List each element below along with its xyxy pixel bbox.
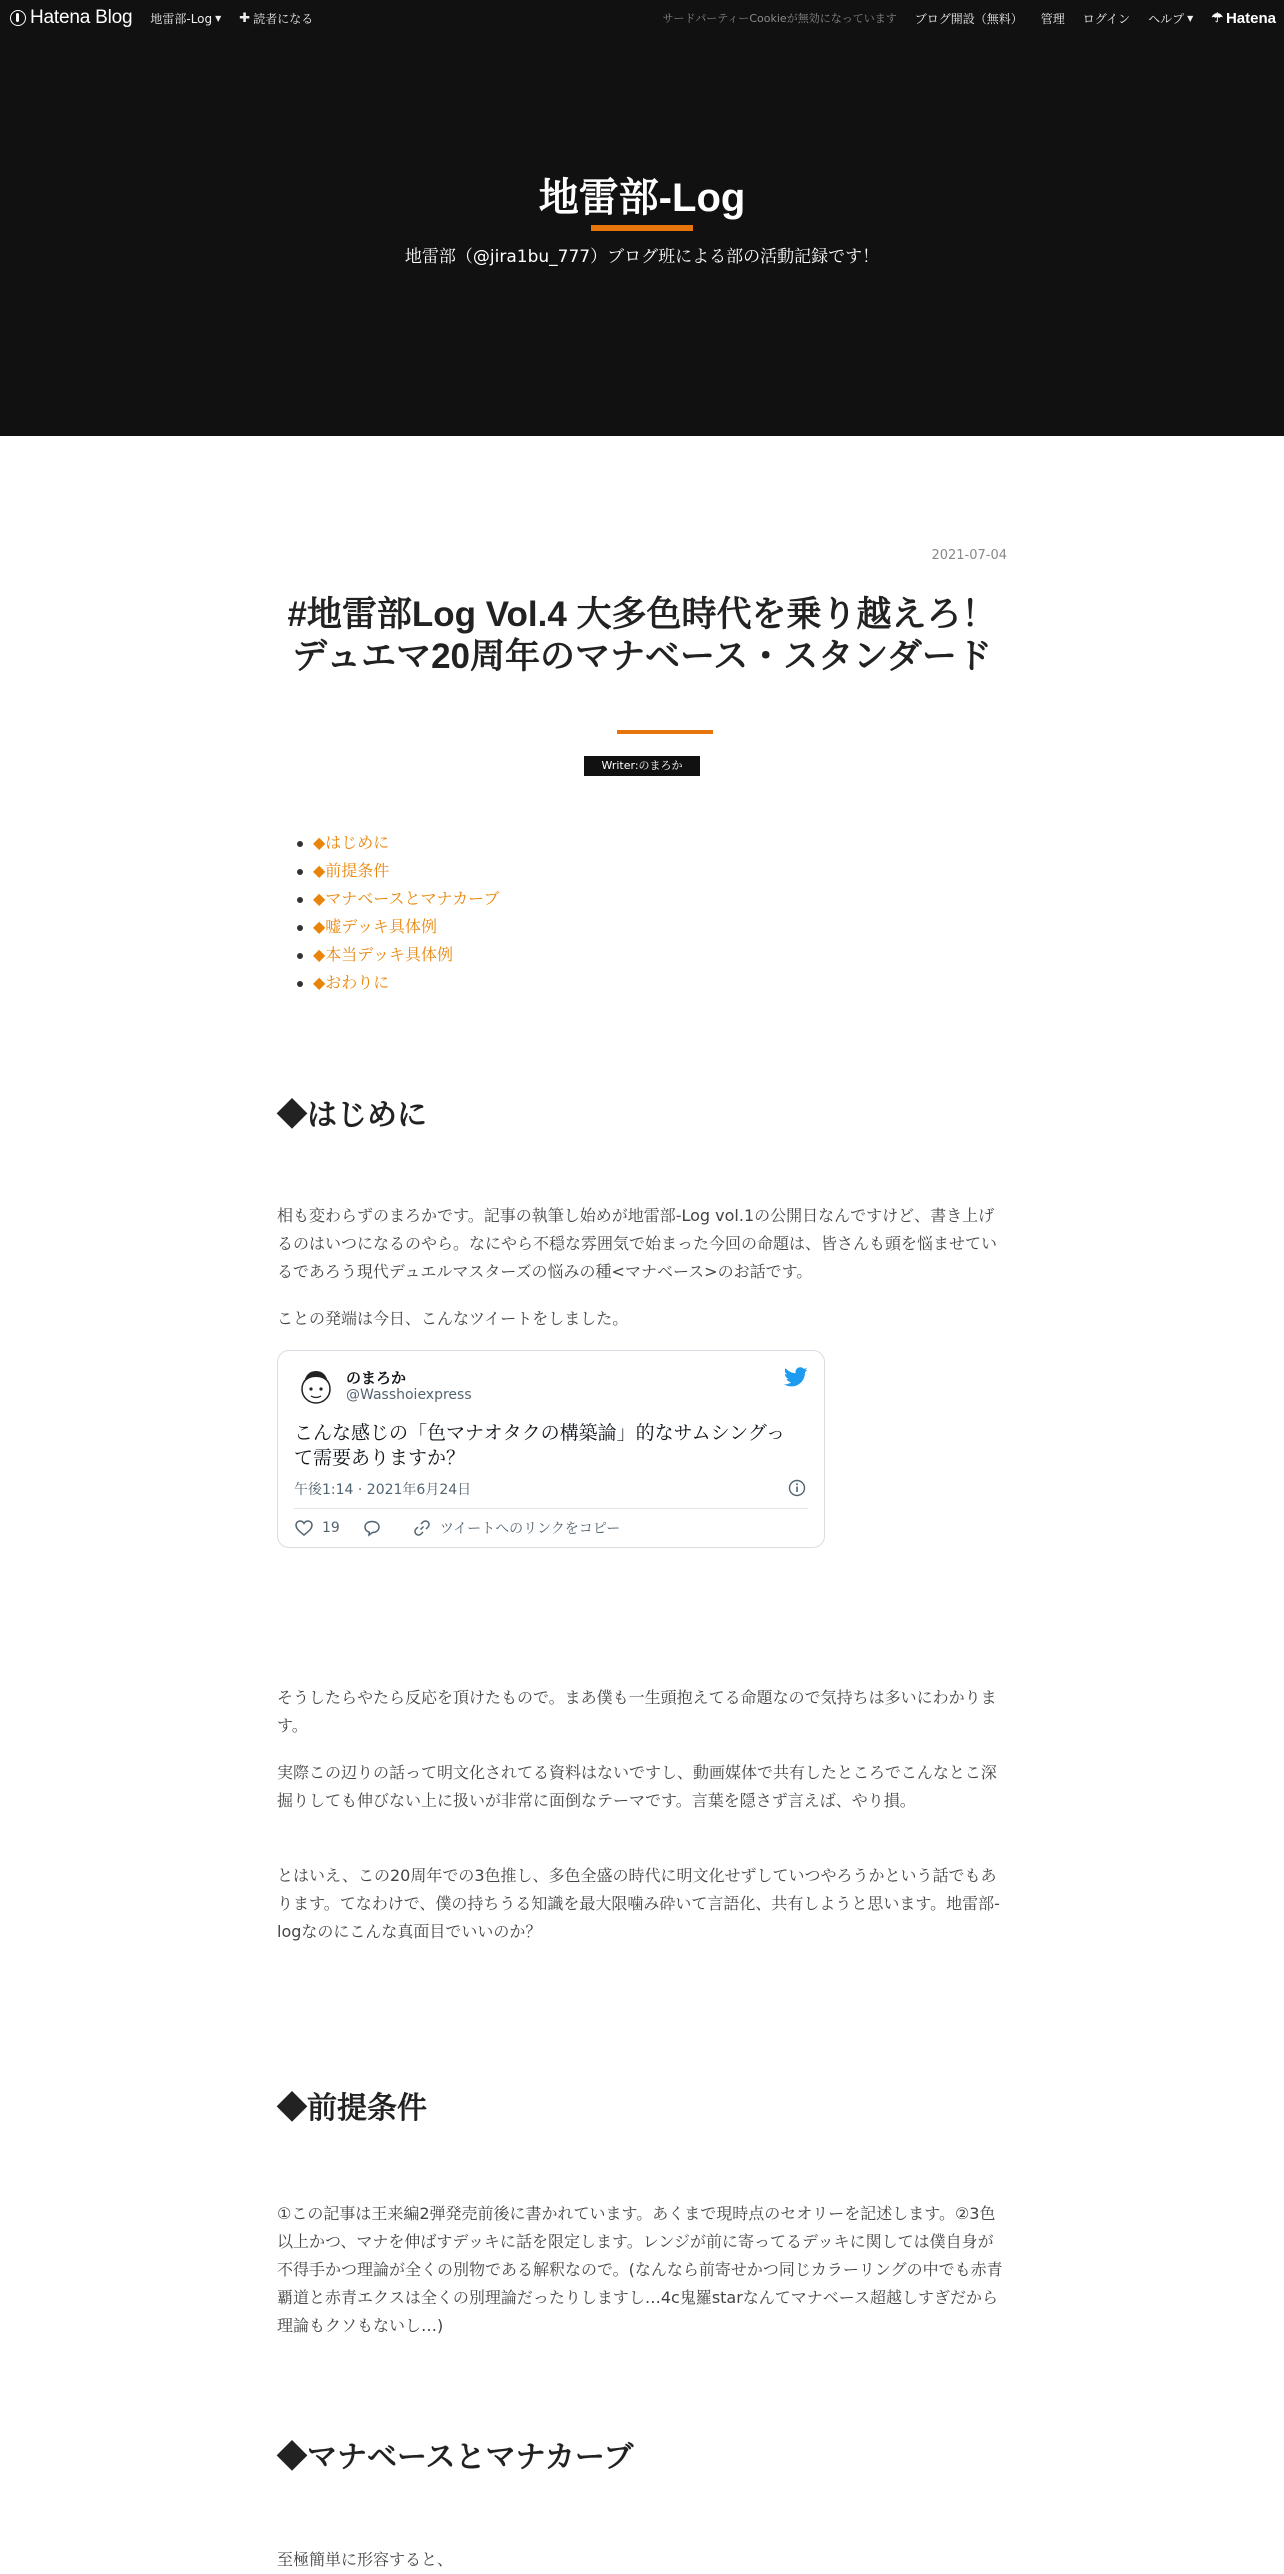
toc-item[interactable]: ◆マナベースとマナカーブ (313, 885, 499, 913)
help-label: ヘルプ (1148, 11, 1185, 26)
title-underline (591, 225, 693, 231)
create-blog-link[interactable]: ブログ開設（無料） (914, 11, 1023, 26)
info-icon[interactable] (788, 1479, 806, 1497)
tweet-divider (294, 1508, 808, 1509)
avatar[interactable] (294, 1365, 338, 1409)
paragraph: 実際この辺りの話って明文化されてる資料はないですし、動画媒体で共有したところでこんなとこ深掘りしても伸びない上に扱いが非常に面倒なテーマです。言葉を隠さず言えば、やり損。 (277, 1763, 997, 1810)
subscribe-label: 読者になる (253, 11, 314, 26)
paragraph: 至極簡単に形容すると、 (277, 2550, 454, 2569)
table-of-contents (297, 829, 499, 997)
header-right-menu (662, 0, 1284, 36)
blog-title[interactable]: 地雷部-Log (538, 176, 746, 220)
like-count: 19 (322, 1520, 340, 1536)
blog-menu-label: 地雷部-Log (150, 11, 213, 26)
paragraph: とはいえ、この20周年での3色推し、多色全盛の時代に明文化せずしていつやろうかという話でもあります。てなわけで、僕の持ちうる知識を最大限噛み砕いて言語化、共有しようと思います。地雷部-logなのにこんな真面目でいいのか？ (277, 1866, 1000, 1941)
link-icon (412, 1518, 432, 1538)
paragraph: そうしたらやたら反応を頂けたもので。まあ僕も一生頭抱えてる命題なので気持ちは多いにわかります。 (277, 1688, 997, 1735)
login-link[interactable]: ログイン (1082, 11, 1131, 26)
toc-item[interactable]: ◆本当デッキ具体例 (313, 941, 499, 969)
tweet-author-name[interactable]: のまろか (346, 1369, 407, 1387)
hatena-logo[interactable] (1211, 10, 1276, 27)
caret-down-icon: ▼ (215, 13, 222, 23)
reply-icon (362, 1518, 382, 1538)
hatena-logo-text: Hatena (1225, 9, 1276, 27)
subscribe-button[interactable] (239, 10, 313, 27)
help-dropdown[interactable] (1148, 10, 1193, 27)
writer-badge: Writer:のまろか (584, 756, 700, 776)
paragraph: ①この記事は王来編2弾発売前後に書かれています。あくまで現時点のセオリーを記述します。②3色以上かつ、マナを伸ばすデッキに話を限定します。レンジが前に寄ってるデッキに関しては僕自身が不得手かつ理論が全くの別物である解釈なので。(なんなら前寄せかつ同じカラーリングの中でも赤青覇道と赤青エクスは全くの別理論だったりしますし…4c鬼羅starなんてマナベース超越しすぎだから理論もクソもないし…) (277, 2204, 1003, 2335)
toc-item[interactable]: ◆はじめに (313, 829, 499, 857)
blog-description: 地雷部（@jira1bu_777）ブログ班による部の活動記録です！ (404, 247, 880, 267)
plus-icon: ✚ (239, 10, 251, 26)
reply-button[interactable] (362, 1518, 390, 1538)
copy-link-button[interactable] (412, 1518, 620, 1538)
entry-date[interactable]: 2021-07-04 (931, 548, 1007, 563)
paragraph: 相も変わらずのまろかです。記事の執筆し始めが地雷部-Log vol.1の公開日なんですけど、書き上げるのはいつになるのやら。なにやら不穏な雰囲気で始まった今回の命題は、皆さんも頭を悩ませているであろう現代デュエルマスターズの悩みの種<マナベース>のお話です。 (277, 1206, 998, 1281)
paragraph: ことの発端は今日、こんなツイートをしました。 (277, 1309, 629, 1328)
tweet-timestamp[interactable]: 午後1:14 · 2021年6月24日 (294, 1482, 472, 1498)
heart-icon (294, 1518, 314, 1538)
hatena-blog-logo[interactable] (10, 7, 132, 29)
entry-title-underline (617, 730, 713, 734)
hatena-blog-logo-icon (10, 10, 26, 26)
blog-menu-dropdown[interactable] (150, 10, 221, 27)
toc-item[interactable]: ◆嘘デッキ具体例 (313, 913, 499, 941)
manage-link[interactable]: 管理 (1040, 11, 1065, 26)
blog-header (0, 36, 1284, 436)
tweet-actions (294, 1517, 642, 1539)
caret-down-icon: ▼ (1187, 13, 1194, 23)
toc-item[interactable]: ◆おわりに (313, 969, 499, 997)
global-header (0, 0, 1284, 36)
hatena-logo-icon: ☂ (1211, 10, 1223, 25)
copy-link-label: ツイートへのリンクをコピー (439, 1521, 621, 1537)
embedded-tweet[interactable] (277, 1350, 825, 1548)
section-heading-premise: ◆前提条件 (277, 2092, 427, 2125)
section-heading-intro: ◆はじめに (277, 1099, 427, 1132)
cookie-notice: サードパーティーCookieが無効になっています (662, 12, 897, 25)
toc-item[interactable]: ◆前提条件 (313, 857, 499, 885)
hatena-blog-logo-text: Hatena Blog (30, 7, 133, 28)
section-heading-manabase: ◆マナベースとマナカーブ (277, 2441, 634, 2474)
tweet-text: こんな感じの「色マナオタクの構築論」的なサムシングって需要ありますか？ (294, 1422, 786, 1469)
tweet-author-handle[interactable]: @Wasshoiexpress (346, 1387, 472, 1403)
entry-title[interactable]: #地雷部Log Vol.4 大多色時代を乗り越えろ！デュエマ20周年のマナベース・スタンダード (287, 595, 997, 676)
like-button[interactable] (294, 1518, 340, 1538)
twitter-bird-icon[interactable] (784, 1365, 808, 1389)
